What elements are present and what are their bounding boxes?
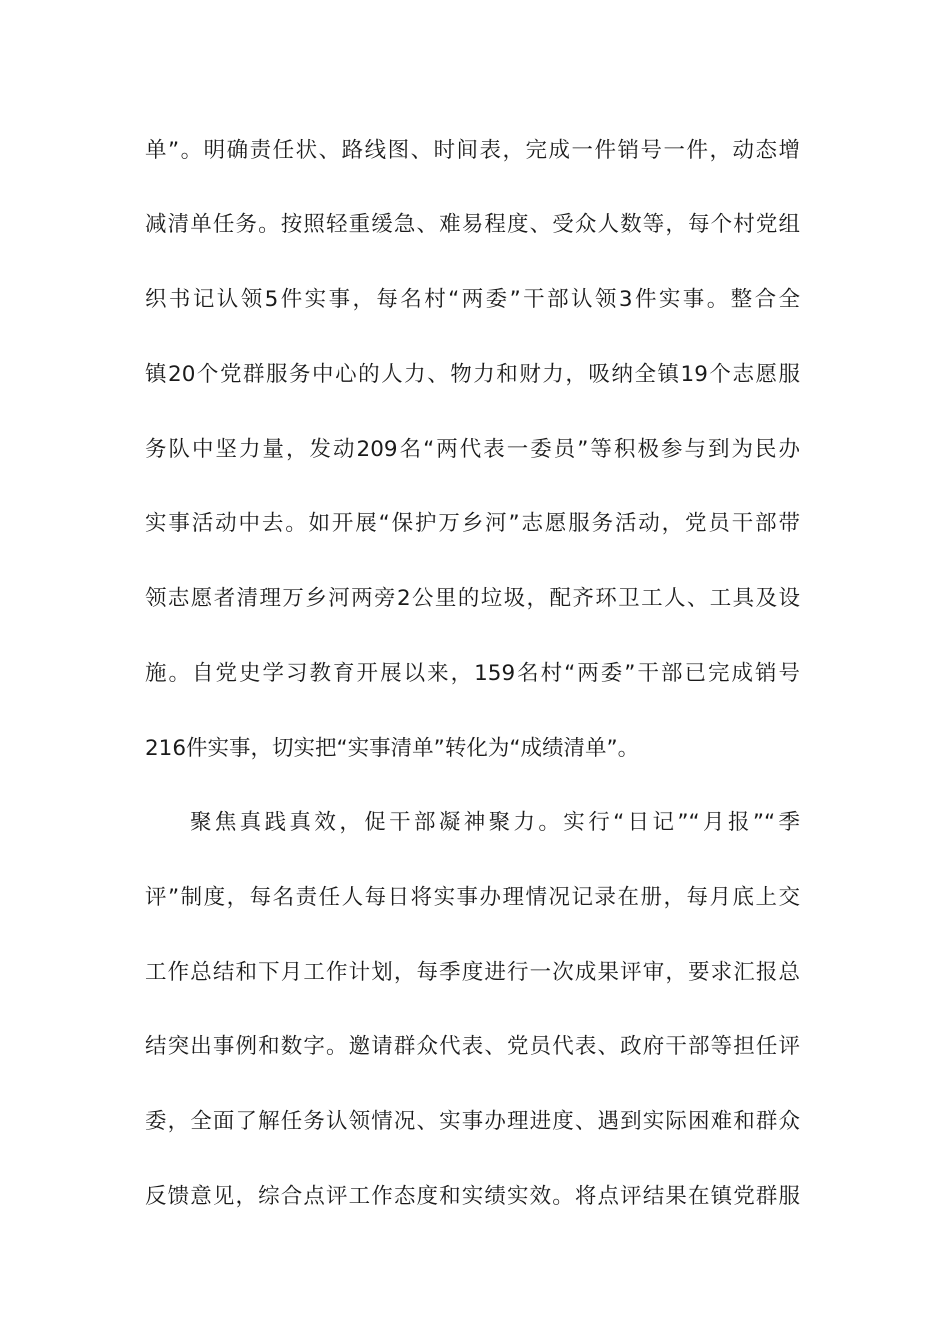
- text-line: 织书记认领5件实事，每名村“两委”干部认领3件实事。整合全: [145, 287, 800, 312]
- text-line: 减清单任务。按照轻重缓急、难易程度、受众人数等，每个村党组: [145, 212, 800, 237]
- text-line: 反馈意见，综合点评工作态度和实绩实效。将点评结果在镇党群服: [145, 1184, 800, 1209]
- text-line: 单”。明确责任状、路线图、时间表，完成一件销号一件，动态增: [145, 138, 800, 163]
- paragraph-first-line: 聚焦真践真效，促干部凝神聚力。实行“日记”“月报”“季: [190, 810, 800, 835]
- text-line: 施。自党史学习教育开展以来，159名村“两委”干部已完成销号: [145, 661, 800, 686]
- text-line: 评”制度，每名责任人每日将实事办理情况记录在册，每月底上交: [145, 885, 800, 910]
- text-line: 216件实事，切实把“实事清单”转化为“成绩清单”。: [145, 736, 640, 761]
- text-line: 结突出事例和数字。邀请群众代表、党员代表、政府干部等担任评: [145, 1034, 800, 1059]
- text-line: 委，全面了解任务认领情况、实事办理进度、遇到实际困难和群众: [145, 1109, 800, 1134]
- text-line: 工作总结和下月工作计划，每季度进行一次成果评审，要求汇报总: [145, 960, 800, 985]
- text-line: 领志愿者清理万乡河两旁2公里的垃圾，配齐环卫工人、工具及设: [145, 586, 800, 611]
- text-line: 务队中坚力量，发动209名“两代表一委员”等积极参与到为民办: [145, 437, 800, 462]
- text-line: 镇20个党群服务中心的人力、物力和财力，吸纳全镇19个志愿服: [145, 362, 800, 387]
- text-line: 实事活动中去。如开展“保护万乡河”志愿服务活动，党员干部带: [145, 511, 800, 536]
